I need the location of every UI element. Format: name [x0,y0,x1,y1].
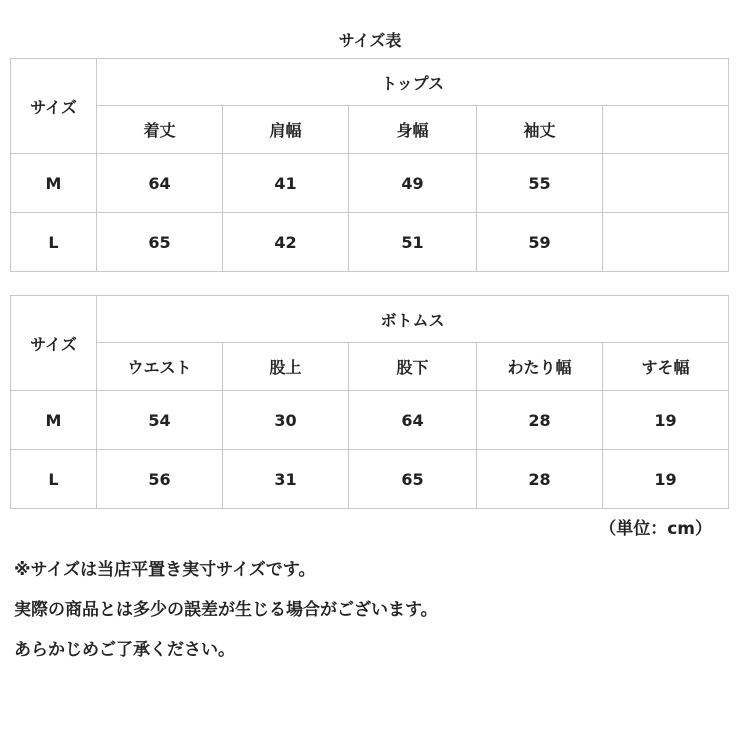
value-cell: 30 [223,391,349,450]
notes [14,556,438,676]
size-header: サイズ [11,296,97,391]
value-cell: 31 [223,450,349,509]
column-header: 股下 [349,343,477,391]
column-header: 身幅 [349,106,477,154]
value-cell: 41 [223,154,349,213]
bottoms-size-table [10,295,729,509]
size-cell: L [11,213,97,272]
group-header: トップス [97,59,729,106]
table-row [11,391,729,450]
column-header [603,106,729,154]
column-header: わたり幅 [477,343,603,391]
column-header: ウエスト [97,343,223,391]
value-cell: 55 [477,154,603,213]
value-cell: 19 [603,391,729,450]
value-cell [603,154,729,213]
column-header: すそ幅 [603,343,729,391]
value-cell: 54 [97,391,223,450]
value-cell: 65 [349,450,477,509]
column-header: 肩幅 [223,106,349,154]
value-cell: 59 [477,213,603,272]
value-cell: 49 [349,154,477,213]
value-cell [603,213,729,272]
group-header: ボトムス [97,296,729,343]
value-cell: 65 [97,213,223,272]
note-line: 実際の商品とは多少の誤差が生じる場合がございます。 [14,600,438,620]
table-row [11,154,729,213]
unit-label: （単位：cm） [599,519,712,539]
value-cell: 64 [97,154,223,213]
page-title: サイズ表 [338,31,402,50]
table-row [11,213,729,272]
value-cell: 28 [477,391,603,450]
note-line: あらかじめご了承ください。 [14,640,235,660]
value-cell: 19 [603,450,729,509]
size-header: サイズ [11,59,97,154]
table-row [11,450,729,509]
column-header: 股上 [223,343,349,391]
column-header: 袖丈 [477,106,603,154]
value-cell: 51 [349,213,477,272]
size-cell: M [11,154,97,213]
column-header: 着丈 [97,106,223,154]
value-cell: 56 [97,450,223,509]
note-line: ※サイズは当店平置き実寸サイズです。 [14,560,316,580]
size-cell: L [11,450,97,509]
size-cell: M [11,391,97,450]
value-cell: 28 [477,450,603,509]
value-cell: 42 [223,213,349,272]
value-cell: 64 [349,391,477,450]
tops-size-table [10,58,729,272]
